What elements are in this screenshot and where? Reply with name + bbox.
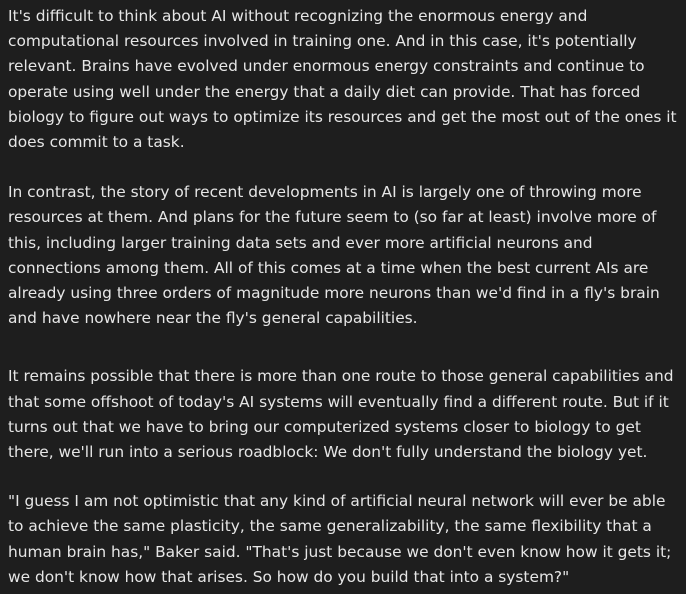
paragraph-1: It's difficult to think about AI without recognizing the enormous energy and computational resources involved in training one. And in this case, it's potentially relevant. Brains have evolved under enormous energy constraints and continue to operate using well under the energy that a daily diet can provide. That has forced biology to figure out ways to optimize its resources and get the most out of the ones it does commit to a task.: [8, 7, 677, 152]
paragraph-4-quote: "I guess I am not optimistic that any kind of artificial neural network will ever be able to achieve the same plasticity, the same generalizability, the same flexibility that a human brain has," Baker said. "That's just because we don't even know how it gets it; we don't know how that arises. So how do you build that into a system?": [8, 492, 672, 586]
paragraph-spacer: [8, 465, 684, 489]
paragraph-3: It remains possible that there is more than one route to those general capabilities and that some offshoot of today's AI systems will eventually find a different route. But if it turns out that we have to bring our computerized systems closer to biology to get there, we'll run into a serious roadblock: We don't fully understand the biology yet.: [8, 367, 674, 462]
paragraph-2: In contrast, the story of recent developments in AI is largely one of throwing more resources at them. And plans for the future seem to (so far at least) involve more of this, including larger training data sets and ever more artificial neurons and connections among them. All of this comes at a time when the best current AIs are already using three orders of magnitude more neurons than we'd find in a fly's brain and have nowhere near the fly's general capabilities.: [8, 183, 660, 328]
article-body: [8, 4, 684, 590]
paragraph-spacer: [8, 155, 684, 180]
paragraph-spacer: [8, 331, 684, 364]
